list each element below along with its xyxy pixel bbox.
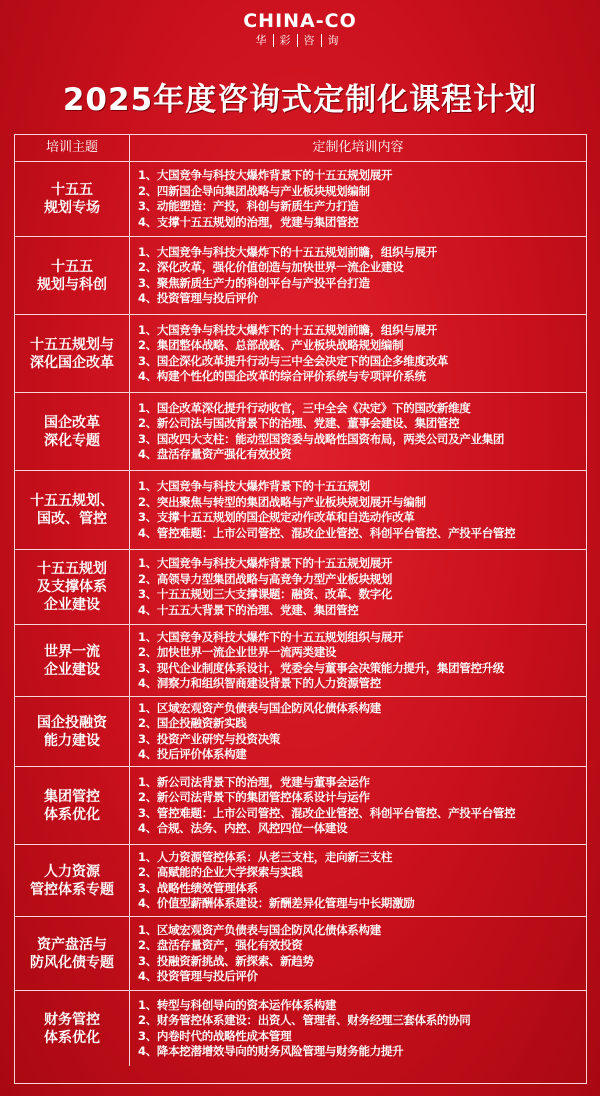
content-item: 4、投资管理与投后评价 <box>138 969 258 983</box>
content-item: 2、四新国企导向集团战略与产业板块规划编制 <box>138 183 370 198</box>
logo-sub-char: 咨 <box>297 34 324 47</box>
table-row <box>15 237 586 315</box>
row-topic: 国企投融资 能力建设 <box>15 697 130 766</box>
header-content: 定制化培训内容 <box>312 140 404 155</box>
row-topic: 十五五规划 及支撑体系 企业建设 <box>15 550 130 624</box>
table-row <box>15 550 586 625</box>
row-topic: 世界一流 企业建设 <box>15 625 130 696</box>
content-item: 4、合规、法务、内控、风控四位一体建设 <box>138 821 348 835</box>
content-item: 1、大国竞争与科技大爆炸背景下的十五五规划 <box>138 479 370 493</box>
row-content <box>130 625 586 696</box>
content-item: 3、十五五规划三大支撑课题：融资、改革、数字化 <box>138 587 393 601</box>
content-item: 3、国改四大支柱：能动型国资委与战略性国资布局，两类公司及产业集团 <box>138 431 505 446</box>
row-topic: 人力资源 管控体系专题 <box>15 845 130 916</box>
content-item: 4、投后评价体系构建 <box>138 747 247 761</box>
content-item: 2、新公司法与国改背景下的治理、党建、董事会建设、集团管控 <box>138 416 460 430</box>
content-item: 1、大国竞争与科技大爆炸背景下的十五五规划展开 <box>138 168 393 182</box>
content-item: 3、战略性绩效管理体系 <box>138 880 258 895</box>
content-item: 3、国企深化改革提升行动与三中全会决定下的国企多维度改革 <box>138 353 449 368</box>
table-row <box>15 697 586 767</box>
row-topic: 财务管控 体系优化 <box>15 991 130 1066</box>
content-item: 4、价值型薪酬体系建设：新酬差异化管理与中长期激励 <box>138 896 415 910</box>
header-topic: 培训主题 <box>15 135 130 161</box>
row-topic: 十五五规划、 国改、管控 <box>15 471 130 549</box>
content-item: 2、盘活存量资产，强化有效投资 <box>138 938 303 952</box>
row-topic: 十五五 规划与科创 <box>15 237 130 314</box>
table-row <box>15 162 586 237</box>
content-item: 3、管控难题：上市公司管控、混改企业管控、科创平台管控、产投平台管控 <box>138 805 516 820</box>
content-item: 2、财务管控体系建设：出资人、管理者、财务经理三套体系的协同 <box>138 1013 471 1027</box>
logo-sub-char: 彩 <box>273 34 300 47</box>
logo-sub-char: 询 <box>321 34 348 47</box>
logo <box>0 10 600 48</box>
content-item: 4、降本挖潜增效导向的财务风险管理与财务能力提升 <box>138 1044 404 1058</box>
content-item: 1、区域宏观资产负债表与国企防风化债体系构建 <box>138 922 381 937</box>
content-item: 4、投资管理与投后评价 <box>138 291 258 305</box>
logo-wordmark: CHINA-CO <box>243 10 357 32</box>
row-content <box>130 162 586 236</box>
content-item: 3、内卷时代的战略性成本管理 <box>138 1028 292 1043</box>
logo-sub-char: 华 <box>255 34 276 47</box>
logo-subtitle <box>0 34 600 48</box>
table-row <box>15 393 586 471</box>
table-body <box>15 162 586 1066</box>
row-content <box>130 697 586 766</box>
table-row <box>15 625 586 697</box>
content-item: 1、人力资源管控体系：从老三支柱，走向新三支柱 <box>138 849 393 864</box>
table-header <box>15 135 586 162</box>
row-content <box>130 845 586 916</box>
row-content <box>130 550 586 624</box>
row-content <box>130 237 586 314</box>
content-item: 1、区域宏观资产负债表与国企防风化债体系构建 <box>138 700 381 715</box>
content-item: 3、投融资新挑战、新探索、新趋势 <box>138 953 314 968</box>
content-item: 1、大国竞争与科技大爆炸下的十五五规划前瞻，组织与展开 <box>138 322 437 337</box>
table-row <box>15 991 586 1066</box>
content-item: 2、加快世界一流企业世界一流两类建设 <box>138 645 337 659</box>
content-item: 4、洞察力和组织智商建设背景下的人力资源管控 <box>138 676 381 690</box>
content-item: 1、新公司法背景下的治理，党建与董事会运作 <box>138 774 370 789</box>
content-item: 1、大国竞争及科技大爆炸下的十五五规划组织与展开 <box>138 629 404 644</box>
content-item: 3、动能塑造：产投，科创与新质生产力打造 <box>138 199 359 213</box>
content-item: 1、大国竞争与科技大爆炸下的十五五规划前瞻，组织与展开 <box>138 244 437 259</box>
content-item: 2、国企投融资新实践 <box>138 716 247 730</box>
row-content <box>130 315 586 392</box>
content-item: 1、国企改革深化提升行动收官，三中全会《决定》下的国改新维度 <box>138 400 471 415</box>
content-item: 2、深化改革，强化价值创造与加快世界一流企业建设 <box>138 260 404 274</box>
row-topic: 国企改革 深化专题 <box>15 393 130 470</box>
content-item: 3、现代企业制度体系设计，党委会与董事会决策能力提升，集团管控升级 <box>138 660 505 675</box>
row-content <box>130 767 586 844</box>
course-table <box>14 134 587 1084</box>
content-item: 2、新公司法背景下的集团管控体系设计与运作 <box>138 790 370 804</box>
content-item: 3、支撑十五五规划的国企规定动作改革和自选动作改革 <box>138 510 415 524</box>
page-title: 2025年度咨询式定制化课程计划 <box>62 82 538 118</box>
row-topic: 十五五 规划专场 <box>15 162 130 236</box>
content-item: 1、大国竞争与科技大爆炸背景下的十五五规划展开 <box>138 556 393 570</box>
table-row <box>15 917 586 991</box>
table-row <box>15 315 586 393</box>
content-item: 3、投资产业研究与投资决策 <box>138 731 281 746</box>
row-content <box>130 991 586 1066</box>
row-content <box>130 393 586 470</box>
row-content <box>130 917 586 990</box>
content-item: 4、支撑十五五规划的治理，党建与集团管控 <box>138 214 359 229</box>
table-row <box>15 845 586 917</box>
row-topic: 集团管控 体系优化 <box>15 767 130 844</box>
content-item: 2、高领导力型集团战略与高竞争力型产业板块规划 <box>138 571 393 586</box>
table-row <box>15 767 586 845</box>
content-item: 4、构建个性化的国企改革的综合评价系统与专项评价系统 <box>138 369 426 383</box>
row-topic: 十五五规划与 深化国企改革 <box>15 315 130 392</box>
content-item: 2、集团整体战略、总部战略、产业板块战略规划编制 <box>138 338 404 352</box>
content-item: 2、突出聚焦与转型的集团战略与产业板块规划展开与编制 <box>138 494 426 509</box>
table-row <box>15 471 586 550</box>
content-item: 1、转型与科创导向的资本运作体系构建 <box>138 997 337 1012</box>
content-item: 4、盘活存量资产强化有效投资 <box>138 447 292 461</box>
content-item: 4、管控难题：上市公司管控、混改企业管控、科创平台管控、产投平台管控 <box>138 525 516 540</box>
content-item: 4、十五五大背景下的治理、党建、集团管控 <box>138 602 359 617</box>
row-content <box>130 471 586 549</box>
content-item: 2、高赋能的企业大学探索与实践 <box>138 865 303 879</box>
content-item: 3、聚焦新质生产力的科创平台与产投平台打造 <box>138 275 370 290</box>
row-topic: 资产盘活与 防风化债专题 <box>15 917 130 990</box>
